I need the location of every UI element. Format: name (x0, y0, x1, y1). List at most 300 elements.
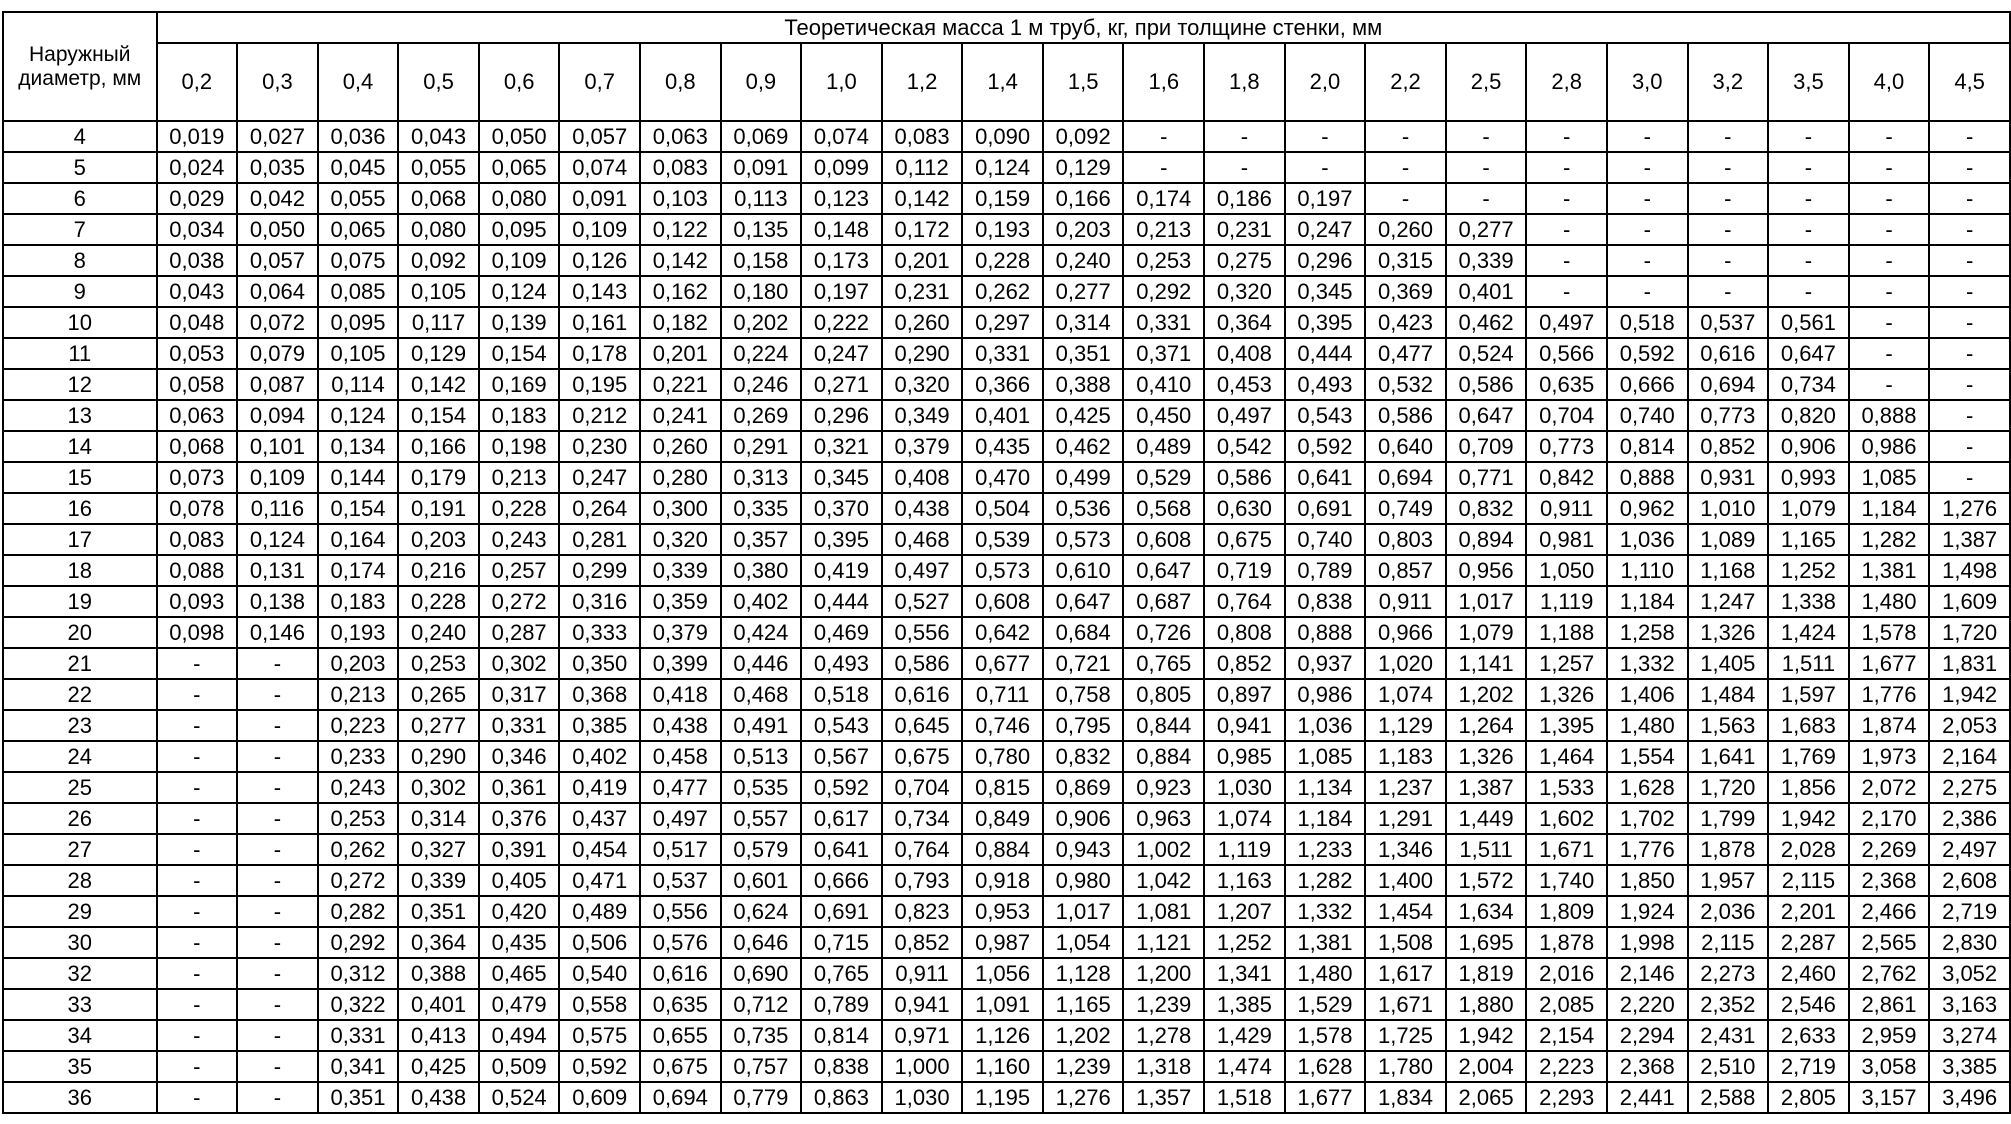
outer-diameter-cell: 34 (3, 1020, 157, 1051)
mass-cell: 0,092 (1043, 121, 1124, 152)
mass-cell: 0,368 (559, 679, 640, 710)
mass-cell: 2,164 (1929, 741, 2010, 772)
mass-cell: 0,610 (1043, 555, 1124, 586)
mass-cell: 1,233 (1285, 834, 1366, 865)
mass-cell: 0,789 (801, 989, 882, 1020)
mass-cell: 0,146 (237, 617, 318, 648)
mass-cell: 0,068 (398, 183, 479, 214)
mass-cell: 2,072 (1849, 772, 1930, 803)
mass-cell: 0,956 (1446, 555, 1527, 586)
mass-cell: 0,494 (479, 1020, 560, 1051)
mass-cell: 1,207 (1204, 896, 1285, 927)
mass-cell: 0,364 (1204, 307, 1285, 338)
mass-cell: 0,253 (398, 648, 479, 679)
mass-cell: 1,291 (1365, 803, 1446, 834)
mass-cell: 1,677 (1849, 648, 1930, 679)
mass-cell: 2,287 (1768, 927, 1849, 958)
mass-cell: - (1929, 400, 2010, 431)
mass-cell: 0,953 (962, 896, 1043, 927)
mass-cell: 0,617 (801, 803, 882, 834)
mass-cell: 2,036 (1688, 896, 1769, 927)
mass-cell: 2,466 (1849, 896, 1930, 927)
mass-cell: - (1446, 121, 1527, 152)
mass-cell: 2,633 (1768, 1020, 1849, 1051)
mass-cell: 1,609 (1929, 586, 2010, 617)
table-row (3, 369, 2010, 400)
mass-cell: 0,691 (801, 896, 882, 927)
mass-cell: 0,408 (1204, 338, 1285, 369)
mass-cell: 0,134 (318, 431, 399, 462)
mass-cell: - (1929, 307, 2010, 338)
mass-cell: - (1688, 121, 1769, 152)
thickness-header: 2,0 (1285, 43, 1366, 121)
mass-cell: 0,537 (1688, 307, 1769, 338)
mass-cell: 1,200 (1123, 958, 1204, 989)
mass-cell: 0,087 (237, 369, 318, 400)
mass-cell: 0,986 (1849, 431, 1930, 462)
mass-cell: - (237, 927, 318, 958)
mass-cell: 1,677 (1285, 1082, 1366, 1113)
mass-cell: 0,586 (1446, 369, 1527, 400)
mass-cell: 3,058 (1849, 1051, 1930, 1082)
mass-cell: 2,275 (1929, 772, 2010, 803)
mass-cell: 1,282 (1285, 865, 1366, 896)
mass-cell: 0,029 (157, 183, 238, 214)
mass-cell: 0,721 (1043, 648, 1124, 679)
mass-cell: 0,198 (479, 431, 560, 462)
mass-cell: 0,203 (1043, 214, 1124, 245)
mass-cell: 0,281 (559, 524, 640, 555)
mass-cell: 0,675 (1204, 524, 1285, 555)
thickness-header: 0,7 (559, 43, 640, 121)
mass-cell: 0,166 (398, 431, 479, 462)
mass-cell: 0,290 (882, 338, 963, 369)
mass-cell: 0,388 (1043, 369, 1124, 400)
mass-cell: 0,083 (640, 152, 721, 183)
table-row (3, 524, 2010, 555)
mass-cell: - (1607, 152, 1688, 183)
thickness-header: 2,8 (1526, 43, 1607, 121)
outer-diameter-cell: 16 (3, 493, 157, 524)
mass-cell: 1,276 (1929, 493, 2010, 524)
mass-cell: 0,918 (962, 865, 1043, 896)
mass-cell: 0,339 (1446, 245, 1527, 276)
mass-cell: 0,123 (801, 183, 882, 214)
mass-cell: 0,435 (962, 431, 1043, 462)
mass-cell: - (157, 834, 238, 865)
mass-cell: 0,524 (479, 1082, 560, 1113)
mass-cell: 1,160 (962, 1051, 1043, 1082)
mass-cell: 0,331 (962, 338, 1043, 369)
mass-cell: - (237, 1082, 318, 1113)
mass-cell: 0,814 (801, 1020, 882, 1051)
mass-cell: - (1929, 431, 2010, 462)
mass-cell: 1,091 (962, 989, 1043, 1020)
mass-cell: 0,213 (479, 462, 560, 493)
mass-cell: 1,942 (1929, 679, 2010, 710)
mass-cell: 2,146 (1607, 958, 1688, 989)
mass-cell: 2,053 (1929, 710, 2010, 741)
mass-cell: - (1929, 183, 2010, 214)
mass-cell: 0,923 (1123, 772, 1204, 803)
mass-cell: - (1849, 307, 1930, 338)
mass-cell: 1,874 (1849, 710, 1930, 741)
thickness-header: 0,4 (318, 43, 399, 121)
mass-cell: 0,095 (479, 214, 560, 245)
table-row (3, 989, 2010, 1020)
outer-diameter-cell: 28 (3, 865, 157, 896)
mass-cell: - (1365, 183, 1446, 214)
mass-cell: 0,116 (237, 493, 318, 524)
mass-cell: 0,247 (801, 338, 882, 369)
mass-cell: 0,694 (1688, 369, 1769, 400)
mass-cell: 3,385 (1929, 1051, 2010, 1082)
mass-cell: 0,203 (318, 648, 399, 679)
mass-cell: - (157, 1082, 238, 1113)
mass-cell: 0,158 (721, 245, 802, 276)
mass-cell: 0,852 (1204, 648, 1285, 679)
mass-cell: 2,115 (1688, 927, 1769, 958)
table-row (3, 400, 2010, 431)
outer-diameter-cell: 13 (3, 400, 157, 431)
mass-cell: 0,154 (318, 493, 399, 524)
mass-cell: 1,740 (1526, 865, 1607, 896)
mass-cell: 0,370 (801, 493, 882, 524)
mass-cell: 0,331 (1123, 307, 1204, 338)
mass-cell: 0,586 (1204, 462, 1285, 493)
mass-cell: 0,609 (559, 1082, 640, 1113)
mass-cell: 0,380 (721, 555, 802, 586)
table-row (3, 1082, 2010, 1113)
mass-cell: - (237, 710, 318, 741)
mass-cell: - (1849, 152, 1930, 183)
mass-cell: 0,366 (962, 369, 1043, 400)
mass-cell: - (157, 958, 238, 989)
mass-cell: 2,719 (1929, 896, 2010, 927)
mass-cell: 0,458 (640, 741, 721, 772)
table-row (3, 121, 2010, 152)
mass-cell: 0,419 (801, 555, 882, 586)
mass-cell: 0,524 (1446, 338, 1527, 369)
mass-cell: 0,213 (318, 679, 399, 710)
mass-cell: 0,240 (398, 617, 479, 648)
mass-cell: 0,048 (157, 307, 238, 338)
mass-cell: 1,831 (1929, 648, 2010, 679)
mass-cell: 0,491 (721, 710, 802, 741)
mass-cell: 0,444 (1285, 338, 1366, 369)
mass-cell: 1,081 (1123, 896, 1204, 927)
outer-diameter-cell: 23 (3, 710, 157, 741)
mass-cell: 1,202 (1043, 1020, 1124, 1051)
mass-cell: 0,573 (1043, 524, 1124, 555)
mass-cell: 0,287 (479, 617, 560, 648)
mass-cell: 0,063 (157, 400, 238, 431)
mass-cell: 0,734 (1768, 369, 1849, 400)
mass-cell: 0,202 (721, 307, 802, 338)
mass-cell: 0,506 (559, 927, 640, 958)
mass-cell: 2,201 (1768, 896, 1849, 927)
table-row (3, 927, 2010, 958)
mass-cell: 0,640 (1365, 431, 1446, 462)
mass-cell: - (1446, 152, 1527, 183)
mass-cell: - (1849, 245, 1930, 276)
mass-cell: 0,941 (882, 989, 963, 1020)
table-row (3, 803, 2010, 834)
mass-cell: 0,814 (1607, 431, 1688, 462)
outer-diameter-cell: 4 (3, 121, 157, 152)
thickness-header: 1,5 (1043, 43, 1124, 121)
mass-cell: 0,888 (1849, 400, 1930, 431)
mass-cell: 0,351 (1043, 338, 1124, 369)
mass-cell: 0,823 (882, 896, 963, 927)
mass-cell: 0,540 (559, 958, 640, 989)
mass-cell: 1,134 (1285, 772, 1366, 803)
mass-cell: 1,474 (1204, 1051, 1285, 1082)
mass-cell: 0,401 (1446, 276, 1527, 307)
mass-cell: 0,124 (962, 152, 1043, 183)
mass-cell: 0,193 (962, 214, 1043, 245)
thickness-header: 4,0 (1849, 43, 1930, 121)
thickness-header: 0,6 (479, 43, 560, 121)
mass-cell: 1,671 (1526, 834, 1607, 865)
mass-cell: 2,460 (1768, 958, 1849, 989)
mass-cell: 0,424 (721, 617, 802, 648)
mass-cell: 2,154 (1526, 1020, 1607, 1051)
mass-cell: 1,395 (1526, 710, 1607, 741)
mass-cell: 0,083 (882, 121, 963, 152)
mass-cell: 0,057 (559, 121, 640, 152)
mass-cell: 3,274 (1929, 1020, 2010, 1051)
mass-cell: 0,174 (1123, 183, 1204, 214)
mass-cell: 0,470 (962, 462, 1043, 493)
mass-cell: 0,388 (398, 958, 479, 989)
mass-cell: 1,385 (1204, 989, 1285, 1020)
mass-cell: 2,386 (1929, 803, 2010, 834)
mass-cell: 0,894 (1446, 524, 1527, 555)
mass-cell: 0,231 (1204, 214, 1285, 245)
mass-cell: 1,878 (1526, 927, 1607, 958)
mass-cell: 0,438 (640, 710, 721, 741)
mass-cell: 0,350 (559, 648, 640, 679)
mass-cell: 0,080 (479, 183, 560, 214)
mass-cell: 0,105 (398, 276, 479, 307)
mass-cell: 1,464 (1526, 741, 1607, 772)
mass-cell: - (237, 803, 318, 834)
mass-cell: 0,536 (1043, 493, 1124, 524)
mass-cell: 1,819 (1446, 958, 1527, 989)
mass-cell: - (237, 679, 318, 710)
mass-cell: - (157, 803, 238, 834)
mass-cell: 0,144 (318, 462, 399, 493)
mass-cell: - (1768, 214, 1849, 245)
mass-cell: 0,719 (1204, 555, 1285, 586)
mass-cell: 0,069 (721, 121, 802, 152)
mass-cell: 1,017 (1043, 896, 1124, 927)
mass-cell: - (1204, 121, 1285, 152)
mass-cell: - (237, 741, 318, 772)
mass-cell: 0,024 (157, 152, 238, 183)
mass-cell: 1,056 (962, 958, 1043, 989)
mass-cell: 2,805 (1768, 1082, 1849, 1113)
mass-cell: 0,164 (318, 524, 399, 555)
mass-cell: 1,628 (1607, 772, 1688, 803)
mass-cell: 0,212 (559, 400, 640, 431)
mass-cell: 0,616 (882, 679, 963, 710)
mass-cell: - (1929, 338, 2010, 369)
mass-cell: 0,764 (882, 834, 963, 865)
mass-cell: 1,563 (1688, 710, 1769, 741)
mass-cell: 0,471 (559, 865, 640, 896)
mass-cell: 0,272 (318, 865, 399, 896)
mass-cell: 0,179 (398, 462, 479, 493)
mass-cell: 0,832 (1446, 493, 1527, 524)
mass-cell: 0,299 (559, 555, 640, 586)
mass-cell: 0,124 (479, 276, 560, 307)
thickness-header: 0,8 (640, 43, 721, 121)
thickness-header: 2,5 (1446, 43, 1527, 121)
mass-cell: 0,740 (1607, 400, 1688, 431)
mass-cell: 0,240 (1043, 245, 1124, 276)
mass-cell: 0,135 (721, 214, 802, 245)
mass-cell: 1,957 (1688, 865, 1769, 896)
mass-cell: 0,635 (1526, 369, 1607, 400)
mass-cell: 1,239 (1043, 1051, 1124, 1082)
mass-cell: 1,720 (1688, 772, 1769, 803)
mass-cell: - (157, 865, 238, 896)
mass-cell: 0,109 (479, 245, 560, 276)
mass-cell: 1,264 (1446, 710, 1527, 741)
mass-cell: 0,575 (559, 1020, 640, 1051)
mass-cell: 0,586 (882, 648, 963, 679)
mass-cell: 0,805 (1123, 679, 1204, 710)
mass-cell: 0,479 (479, 989, 560, 1020)
mass-cell: 0,518 (801, 679, 882, 710)
mass-cell: 0,272 (479, 586, 560, 617)
mass-cell: 0,063 (640, 121, 721, 152)
mass-cell: 1,406 (1607, 679, 1688, 710)
mass-cell: - (157, 1051, 238, 1082)
outer-diameter-cell: 19 (3, 586, 157, 617)
mass-cell: 1,942 (1446, 1020, 1527, 1051)
table-row (3, 493, 2010, 524)
mass-cell: 1,121 (1123, 927, 1204, 958)
mass-cell: 0,401 (398, 989, 479, 1020)
mass-cell: - (237, 648, 318, 679)
mass-cell: 1,602 (1526, 803, 1607, 834)
mass-cell: - (237, 989, 318, 1020)
mass-cell: 0,228 (479, 493, 560, 524)
mass-cell: 0,291 (721, 431, 802, 462)
mass-cell: 0,465 (479, 958, 560, 989)
mass-cell: 0,216 (398, 555, 479, 586)
mass-cell: 0,349 (882, 400, 963, 431)
mass-cell: 1,195 (962, 1082, 1043, 1113)
mass-cell: 0,838 (801, 1051, 882, 1082)
mass-cell: 1,533 (1526, 772, 1607, 803)
mass-cell: 1,387 (1929, 524, 2010, 555)
mass-cell: 1,054 (1043, 927, 1124, 958)
mass-cell: 0,677 (962, 648, 1043, 679)
mass-cell: 0,178 (559, 338, 640, 369)
mass-cell: 1,776 (1849, 679, 1930, 710)
mass-cell: 0,093 (157, 586, 238, 617)
mass-cell: 2,028 (1768, 834, 1849, 865)
mass-cell: 0,399 (640, 648, 721, 679)
mass-cell: 1,326 (1446, 741, 1527, 772)
mass-cell: 0,122 (640, 214, 721, 245)
mass-cell: 0,064 (237, 276, 318, 307)
mass-cell: 0,558 (559, 989, 640, 1020)
mass-cell: 0,228 (962, 245, 1043, 276)
mass-cell: 0,418 (640, 679, 721, 710)
mass-cell: - (1607, 245, 1688, 276)
mass-cell: 1,387 (1446, 772, 1527, 803)
mass-cell: 0,359 (640, 586, 721, 617)
mass-cell: 0,779 (721, 1082, 802, 1113)
mass-cell: 0,057 (237, 245, 318, 276)
mass-cell: 0,101 (237, 431, 318, 462)
mass-cell: 3,052 (1929, 958, 2010, 989)
mass-cell: 0,468 (882, 524, 963, 555)
mass-cell: 0,888 (1285, 617, 1366, 648)
mass-cell: 0,780 (962, 741, 1043, 772)
mass-cell: 0,364 (398, 927, 479, 958)
mass-cell: 1,480 (1607, 710, 1688, 741)
table-row (3, 896, 2010, 927)
mass-cell: 0,402 (559, 741, 640, 772)
table-row (3, 214, 2010, 245)
mass-cell: - (237, 772, 318, 803)
mass-cell: 3,157 (1849, 1082, 1930, 1113)
thickness-header: 1,6 (1123, 43, 1204, 121)
mass-cell: 0,042 (237, 183, 318, 214)
mass-cell: 0,345 (801, 462, 882, 493)
mass-cell: 1,511 (1446, 834, 1527, 865)
table-row (3, 555, 2010, 586)
mass-cell: 0,642 (962, 617, 1043, 648)
mass-cell: 0,186 (1204, 183, 1285, 214)
mass-cell: 2,608 (1929, 865, 2010, 896)
mass-cell: 0,201 (640, 338, 721, 369)
mass-cell: 0,080 (398, 214, 479, 245)
mass-cell: 0,497 (1204, 400, 1285, 431)
mass-cell: 0,906 (1043, 803, 1124, 834)
mass-cell: 1,165 (1768, 524, 1849, 555)
mass-cell: 0,376 (479, 803, 560, 834)
mass-cell: 0,980 (1043, 865, 1124, 896)
mass-cell: 0,129 (398, 338, 479, 369)
thickness-header: 1,8 (1204, 43, 1285, 121)
mass-cell: 0,556 (882, 617, 963, 648)
mass-cell: 1,085 (1285, 741, 1366, 772)
mass-cell: 0,126 (559, 245, 640, 276)
mass-cell: 0,462 (1446, 307, 1527, 338)
mass-cell: 0,241 (640, 400, 721, 431)
outer-diameter-cell: 27 (3, 834, 157, 865)
mass-cell: 0,592 (559, 1051, 640, 1082)
mass-cell: 1,163 (1204, 865, 1285, 896)
outer-diameter-cell: 26 (3, 803, 157, 834)
mass-cell: 1,834 (1365, 1082, 1446, 1113)
mass-cell: 0,260 (1365, 214, 1446, 245)
mass-cell: 1,572 (1446, 865, 1527, 896)
mass-cell: 0,271 (801, 369, 882, 400)
mass-cell: 0,543 (801, 710, 882, 741)
mass-cell: 0,371 (1123, 338, 1204, 369)
mass-cell: 0,543 (1285, 400, 1366, 431)
mass-cell: - (157, 1020, 238, 1051)
mass-cell: 0,050 (479, 121, 560, 152)
